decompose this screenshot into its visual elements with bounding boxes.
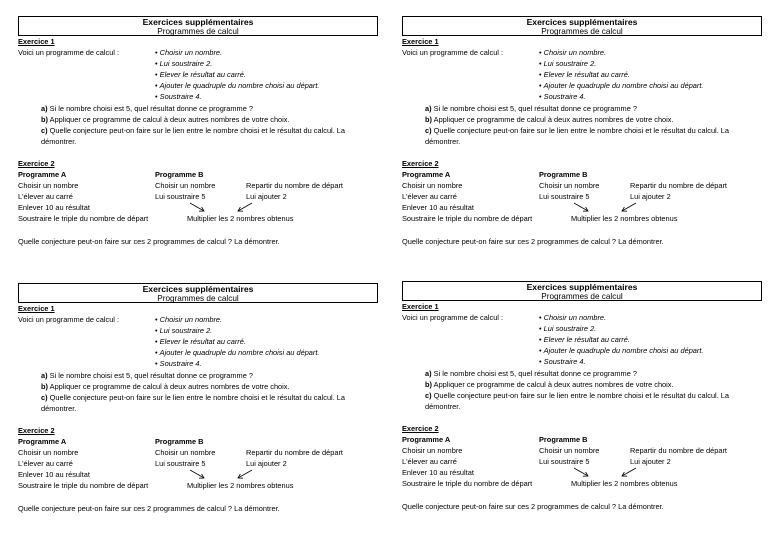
worksheet-copy-bottom-left — [18, 283, 378, 533]
program-b-branch-step: Lui ajouter 2 — [630, 192, 671, 201]
program-b-title: Programme B — [155, 170, 204, 179]
arrow-down-left-icon — [234, 202, 254, 214]
step-item: • Choisir un nombre. — [155, 315, 222, 326]
step-item: • Lui soustraire 2. — [155, 59, 212, 70]
worksheet-title: Exercices supplémentaires — [526, 17, 638, 27]
worksheet-title: Exercices supplémentaires — [526, 282, 638, 292]
question-a: a) Si le nombre choisi est 5, quel résultat donne ce programme ? — [425, 369, 637, 378]
exercise-1-intro: Voici un programme de calcul : — [402, 313, 504, 322]
question-b: b) Appliquer ce programme de calcul à deux autres nombres de votre choix. — [41, 115, 290, 124]
title-box — [402, 16, 762, 36]
question-c: c) Quelle conjecture peut-on faire sur le lien entre le nombre choisi et le résultat du calcul. La démontrer. — [41, 126, 346, 146]
program-a-step: L'élever au carré — [402, 192, 457, 201]
program-a-step: Choisir un nombre — [402, 446, 463, 455]
program-a-step: Choisir un nombre — [18, 181, 79, 190]
program-a-step: Soustraire le triple du nombre de départ — [402, 214, 533, 223]
step-item: • Elever le résultat au carré. — [539, 335, 630, 346]
program-b-step: Lui soustraire 5 — [539, 457, 590, 466]
program-b-final-step: Multiplier les 2 nombres obtenus — [571, 214, 678, 223]
program-b-branch-step: Repartir du nombre de départ — [246, 181, 343, 190]
step-item: • Soustraire 4. — [155, 359, 202, 370]
worksheet-copy-top-left — [18, 16, 378, 266]
worksheet-title: Exercices supplémentaires — [142, 17, 254, 27]
title-box — [402, 281, 762, 301]
step-item: • Ajouter le quadruple du nombre choisi au départ. — [155, 348, 319, 359]
question-a: a) Si le nombre choisi est 5, quel résultat donne ce programme ? — [425, 104, 637, 113]
program-b-title: Programme B — [539, 435, 588, 444]
program-a-step: Enlever 10 au résultat — [402, 468, 474, 477]
program-b-step: Choisir un nombre — [539, 446, 600, 455]
worksheet-subtitle: Programmes de calcul — [157, 27, 239, 36]
program-a-step: Enlever 10 au résultat — [402, 203, 474, 212]
program-a-title: Programme A — [402, 435, 451, 444]
exercise-1-intro: Voici un programme de calcul : — [18, 315, 120, 324]
exercise-2-question: Quelle conjecture peut-on faire sur ces 2 programmes de calcul ? La démontrer. — [18, 237, 280, 246]
arrow-down-right-icon — [572, 467, 592, 479]
program-b-final-step: Multiplier les 2 nombres obtenus — [187, 214, 294, 223]
exercise-2-heading: Exercice 2 — [18, 159, 55, 168]
program-a-title: Programme A — [18, 170, 67, 179]
program-b-step: Lui soustraire 5 — [155, 192, 206, 201]
step-item: • Soustraire 4. — [539, 357, 586, 368]
question-a: a) Si le nombre choisi est 5, quel résultat donne ce programme ? — [41, 371, 253, 380]
worksheet-title: Exercices supplémentaires — [142, 284, 254, 294]
worksheet-subtitle: Programmes de calcul — [541, 292, 623, 301]
step-item: • Lui soustraire 2. — [539, 324, 596, 335]
exercise-2-heading: Exercice 2 — [18, 426, 55, 435]
program-a-title: Programme A — [18, 437, 67, 446]
question-c: c) Quelle conjecture peut-on faire sur le lien entre le nombre choisi et le résultat du calcul. La démontrer. — [425, 391, 730, 411]
program-a-step: Choisir un nombre — [18, 448, 79, 457]
program-a-step: Enlever 10 au résultat — [18, 470, 90, 479]
program-b-step: Choisir un nombre — [155, 448, 216, 457]
title-box — [18, 283, 378, 303]
arrow-down-right-icon — [572, 202, 592, 214]
step-item: • Choisir un nombre. — [539, 48, 606, 59]
exercise-2-question: Quelle conjecture peut-on faire sur ces 2 programmes de calcul ? La démontrer. — [402, 237, 664, 246]
exercise-2-heading: Exercice 2 — [402, 159, 439, 168]
step-item: • Choisir un nombre. — [155, 48, 222, 59]
question-c: c) Quelle conjecture peut-on faire sur le lien entre le nombre choisi et le résultat du calcul. La démontrer. — [41, 393, 346, 413]
arrow-down-right-icon — [188, 202, 208, 214]
program-b-branch-step: Repartir du nombre de départ — [630, 181, 727, 190]
program-a-step: L'élever au carré — [18, 192, 73, 201]
step-item: • Elever le résultat au carré. — [155, 337, 246, 348]
program-b-title: Programme B — [539, 170, 588, 179]
program-b-final-step: Multiplier les 2 nombres obtenus — [187, 481, 294, 490]
arrow-down-left-icon — [618, 202, 638, 214]
step-item: • Soustraire 4. — [539, 92, 586, 103]
program-a-step: L'élever au carré — [402, 457, 457, 466]
program-a-step: Choisir un nombre — [402, 181, 463, 190]
step-item: • Ajouter le quadruple du nombre choisi au départ. — [155, 81, 319, 92]
question-b: b) Appliquer ce programme de calcul à deux autres nombres de votre choix. — [41, 382, 290, 391]
worksheet-copy-bottom-right — [402, 281, 762, 531]
exercise-2-question: Quelle conjecture peut-on faire sur ces 2 programmes de calcul ? La démontrer. — [402, 502, 664, 511]
program-b-step: Lui soustraire 5 — [539, 192, 590, 201]
program-b-branch-step: Lui ajouter 2 — [630, 457, 671, 466]
program-b-final-step: Multiplier les 2 nombres obtenus — [571, 479, 678, 488]
step-item: • Lui soustraire 2. — [539, 59, 596, 70]
step-item: • Elever le résultat au carré. — [155, 70, 246, 81]
program-b-step: Choisir un nombre — [155, 181, 216, 190]
worksheet-subtitle: Programmes de calcul — [157, 294, 239, 303]
exercise-2-question: Quelle conjecture peut-on faire sur ces 2 programmes de calcul ? La démontrer. — [18, 504, 280, 513]
title-box — [18, 16, 378, 36]
step-item: • Ajouter le quadruple du nombre choisi au départ. — [539, 346, 703, 357]
question-a: a) Si le nombre choisi est 5, quel résultat donne ce programme ? — [41, 104, 253, 113]
program-a-step: Soustraire le triple du nombre de départ — [18, 214, 149, 223]
step-item: • Choisir un nombre. — [539, 313, 606, 324]
program-b-branch-step: Lui ajouter 2 — [246, 459, 287, 468]
program-a-step: Soustraire le triple du nombre de départ — [402, 479, 533, 488]
program-b-title: Programme B — [155, 437, 204, 446]
worksheet-copy-top-right — [402, 16, 762, 266]
step-item: • Lui soustraire 2. — [155, 326, 212, 337]
worksheet-subtitle: Programmes de calcul — [541, 27, 623, 36]
question-b: b) Appliquer ce programme de calcul à deux autres nombres de votre choix. — [425, 380, 674, 389]
program-a-step: L'élever au carré — [18, 459, 73, 468]
program-a-step: Soustraire le triple du nombre de départ — [18, 481, 149, 490]
exercise-1-intro: Voici un programme de calcul : — [402, 48, 504, 57]
step-item: • Soustraire 4. — [155, 92, 202, 103]
program-b-branch-step: Repartir du nombre de départ — [630, 446, 727, 455]
exercise-2-heading: Exercice 2 — [402, 424, 439, 433]
program-b-step: Lui soustraire 5 — [155, 459, 206, 468]
arrow-down-right-icon — [188, 469, 208, 481]
question-c: c) Quelle conjecture peut-on faire sur le lien entre le nombre choisi et le résultat du calcul. La démontrer. — [425, 126, 730, 146]
program-a-title: Programme A — [402, 170, 451, 179]
exercise-1-heading: Exercice 1 — [402, 302, 439, 311]
exercise-1-heading: Exercice 1 — [402, 37, 439, 46]
step-item: • Elever le résultat au carré. — [539, 70, 630, 81]
program-b-step: Choisir un nombre — [539, 181, 600, 190]
question-b: b) Appliquer ce programme de calcul à deux autres nombres de votre choix. — [425, 115, 674, 124]
exercise-1-heading: Exercice 1 — [18, 37, 55, 46]
program-b-branch-step: Repartir du nombre de départ — [246, 448, 343, 457]
program-b-branch-step: Lui ajouter 2 — [246, 192, 287, 201]
arrow-down-left-icon — [618, 467, 638, 479]
arrow-down-left-icon — [234, 469, 254, 481]
exercise-1-intro: Voici un programme de calcul : — [18, 48, 120, 57]
exercise-1-heading: Exercice 1 — [18, 304, 55, 313]
step-item: • Ajouter le quadruple du nombre choisi au départ. — [539, 81, 703, 92]
program-a-step: Enlever 10 au résultat — [18, 203, 90, 212]
